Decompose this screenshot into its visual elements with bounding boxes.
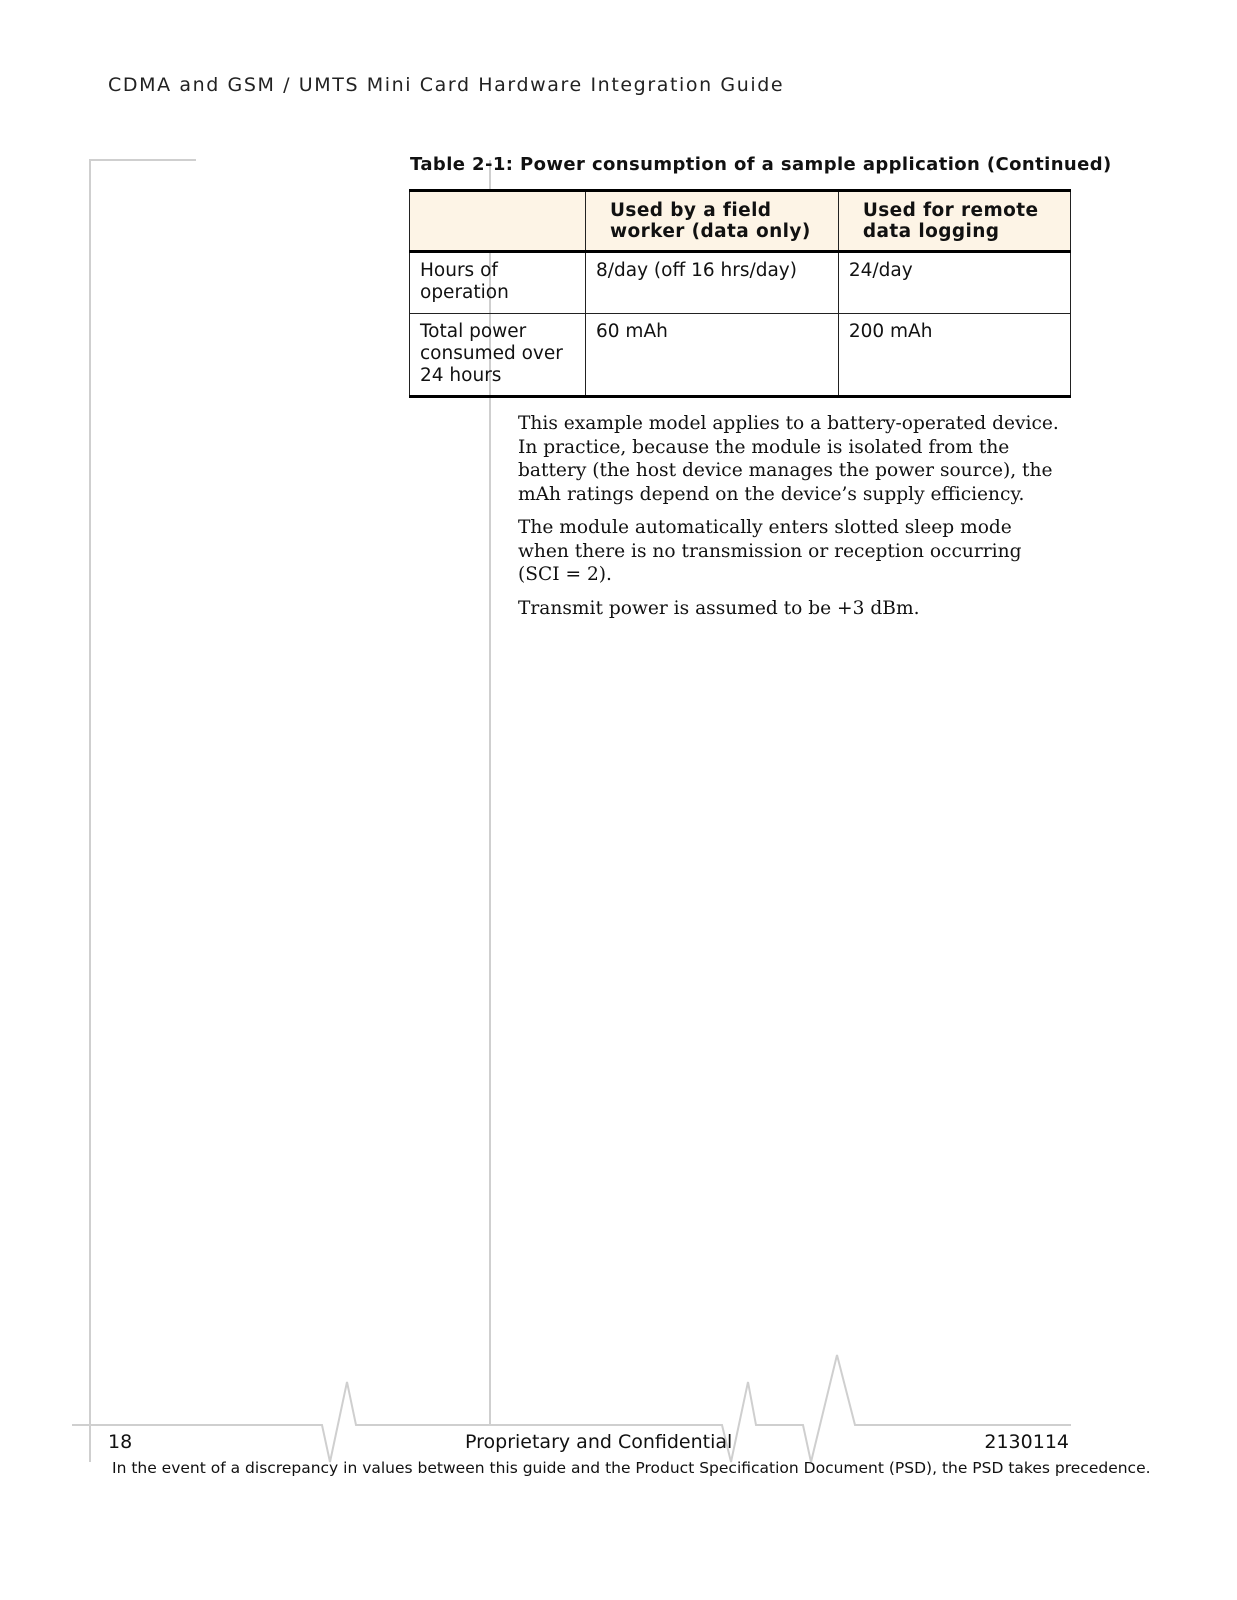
body-text — [518, 412, 1063, 630]
table-row — [410, 314, 1071, 397]
footer-disclaimer: In the event of a discrepancy in values between this guide and the Product Specification Document (PSD), the PSD takes precedence. — [112, 1459, 1151, 1477]
power-consumption-table — [409, 189, 1071, 398]
running-header: CDMA and GSM / UMTS Mini Card Hardware Integration Guide — [108, 74, 785, 96]
table-cell: Total power consumed over 24 hours — [410, 314, 586, 397]
table-header-cell: Used by a field worker (data only) — [586, 191, 839, 252]
table-row — [410, 252, 1071, 314]
table-cell: 60 mAh — [586, 314, 839, 397]
table-cell: 200 mAh — [838, 314, 1070, 397]
page-number: 18 — [108, 1431, 133, 1453]
table-cell: Hours of operation — [410, 252, 586, 314]
table-header-cell: Used for remote data logging — [838, 191, 1070, 252]
document-number: 2130114 — [984, 1431, 1069, 1453]
table-cell: 8/day (off 16 hrs/day) — [586, 252, 839, 314]
table-header-row — [410, 191, 1071, 252]
table-header-cell — [410, 191, 586, 252]
body-paragraph: Transmit power is assumed to be +3 dBm. — [518, 597, 920, 619]
body-paragraph: This example model applies to a battery-operated device. In practice, because the module is isolated from the battery (the host device manages the power source), the mAh ratings depend on the device’s supply efficiency. — [518, 413, 1059, 505]
table-cell: 24/day — [838, 252, 1070, 314]
table-caption: Table 2-1: Power consumption of a sample application (Continued) — [410, 154, 1112, 175]
body-paragraph: The module automatically enters slotted sleep mode when there is no transmission or reception occurring (SCI = 2). — [518, 517, 1022, 585]
footer-confidential: Proprietary and Confidential — [465, 1431, 733, 1453]
